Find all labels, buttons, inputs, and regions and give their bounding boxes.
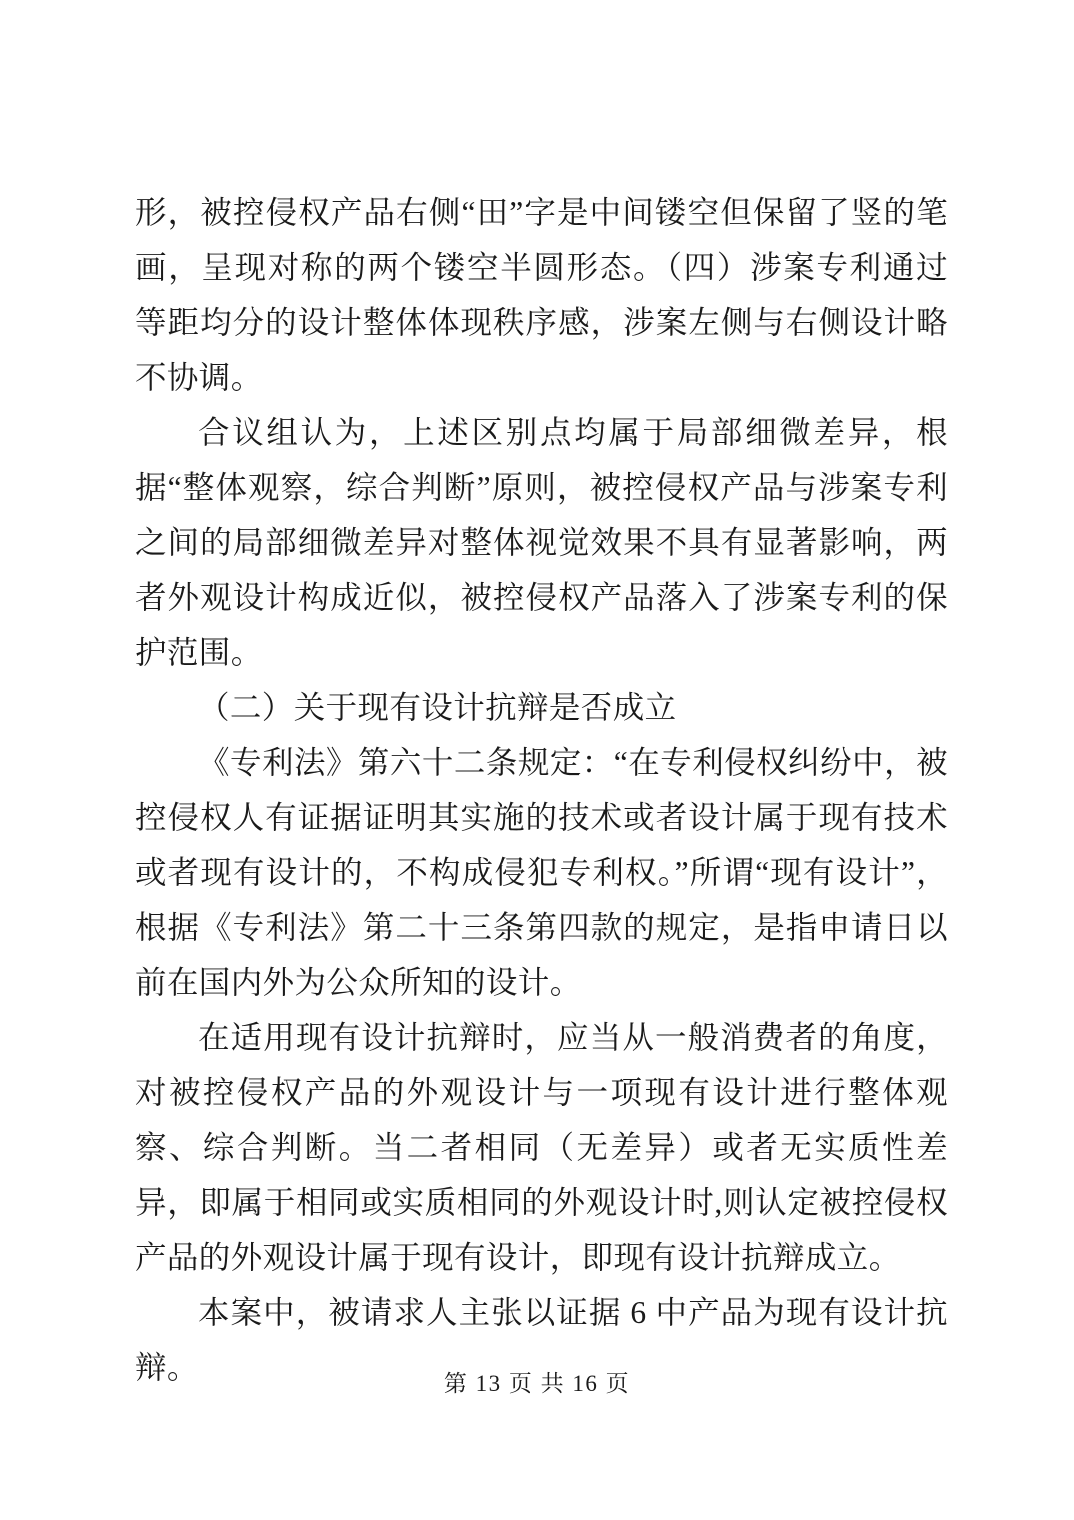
paragraph-3: （二）关于现有设计抗辩是否成立 [198, 690, 677, 725]
paragraph-2: 合议组认为，上述区别点均属于局部细微差异，根据“整体观察，综合判断”原则，被控侵权产品与涉案专利之间的局部细微差异对整体视觉效果不具有显著影响，两者外观设计构成近似，被控侵权产品落入了涉案专利的保护范围。 [135, 415, 948, 670]
paragraph-5: 在适用现有设计抗辩时，应当从一般消费者的角度，对被控侵权产品的外观设计与一项现有设计进行整体观察、综合判断。当二者相同（无差异）或者无实质性差异，即属于相同或实质相同的外观设计时,则认定被控侵权产品的外观设计属于现有设计，即现有设计抗辩成立。 [135, 1020, 948, 1275]
paragraph-6: 本案中，被请求人主张以证据 6 中产品为现有设计抗辩。 [135, 1295, 948, 1385]
page-footer: 第 13 页 共 16 页 [443, 1371, 631, 1396]
document-body [135, 185, 948, 1395]
paragraph-4: 《专利法》第六十二条规定：“在专利侵权纠纷中，被控侵权人有证据证明其实施的技术或者设计属于现有技术或者现有设计的，不构成侵犯专利权。”所谓“现有设计”，根据《专利法》第二十三条第四款的规定，是指申请日以前在国内外为公众所知的设计。 [135, 745, 948, 1000]
paragraph-1: 形，被控侵权产品右侧“田”字是中间镂空但保留了竖的笔画，呈现对称的两个镂空半圆形态。（四）涉案专利通过等距均分的设计整体体现秩序感，涉案左侧与右侧设计略不协调。 [135, 195, 948, 395]
